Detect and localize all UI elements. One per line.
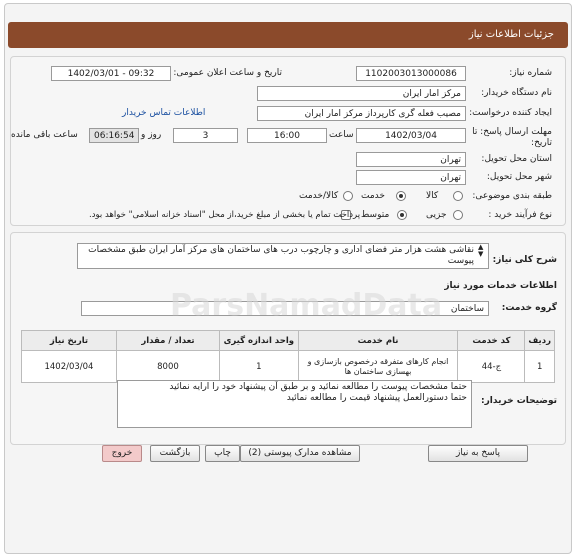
category-goods-label: کالا	[426, 191, 439, 201]
purchase-minor-radio[interactable]	[453, 210, 463, 220]
days-field: 3	[173, 128, 238, 143]
cell-quantity: 8000	[116, 351, 219, 383]
remaining-time-field: 06:16:54	[89, 128, 139, 143]
announce-label: تاریخ و ساعت اعلان عمومی:	[173, 68, 282, 78]
group-label: گروه خدمت:	[501, 303, 557, 313]
need-number-label: شماره نیاز:	[509, 68, 552, 78]
purchase-medium-label: متوسط	[361, 210, 390, 220]
respond-button[interactable]: پاسخ به نیاز	[428, 445, 528, 462]
category-goods-service-label: کالا/خدمت	[299, 191, 339, 201]
col-unit-header: واحد اندازه گیری	[219, 331, 298, 351]
cell-date: 1402/03/04	[22, 351, 117, 383]
summary-label: شرح کلی نیاز:	[492, 255, 557, 265]
cell-name: انجام کارهای متفرقه درخصوص بازسازی و بهسازی ساختمان ها	[298, 351, 458, 383]
needs-panel	[10, 232, 566, 445]
services-heading: اطلاعات خدمات مورد نیاز	[444, 281, 557, 291]
back-button[interactable]: بازگشت	[150, 445, 200, 462]
summary-text: نقاشی هشت هزار متر فضای اداری و چارچوب درب های ساختمان های مرکز آمار ایران طبق مشخصات پیوست	[88, 245, 474, 266]
remaining-label: ساعت باقی مانده	[11, 130, 78, 140]
cell-row: 1	[525, 351, 555, 383]
purchase-minor-label: جزیی	[426, 210, 447, 220]
creator-label: ایجاد کننده درخواست:	[469, 108, 552, 118]
deadline-time-label: ساعت	[329, 130, 354, 140]
col-name-header: نام خدمت	[298, 331, 458, 351]
summary-scroll-icon[interactable]: ▲ ▼	[478, 243, 484, 258]
deadline-label-line1: مهلت ارسال پاسخ: تا	[472, 127, 552, 137]
category-goods-service-radio[interactable]	[343, 191, 353, 201]
col-quantity-header: تعداد / مقدار	[116, 331, 219, 351]
buyer-note-line: حتما دستورالعمل پیشنهاد قیمت را مطالعه نمائید	[286, 393, 467, 403]
city-label: شهر محل تحویل:	[486, 172, 552, 182]
need-number-field: 1102003013000086	[356, 66, 466, 81]
details-panel	[10, 56, 566, 226]
creator-field: مصیب فعله گری کارپرداز مرکز امار ایران	[257, 106, 466, 121]
category-service-radio[interactable]	[396, 191, 406, 201]
category-goods-radio[interactable]	[453, 191, 463, 201]
deadline-label-line2: تاریخ:	[531, 138, 552, 148]
treasury-payment-note: پرداخت تمام یا بخشی از مبلغ خرید،از محل "اسناد خزانه اسلامی" خواهد بود.	[89, 210, 361, 220]
title-bar	[8, 22, 568, 48]
buyer-contact-link[interactable]: اطلاعات تماس خریدار	[122, 108, 206, 118]
days-label: روز و	[141, 130, 162, 140]
deadline-date-field: 1402/03/04	[356, 128, 466, 143]
services-table	[21, 330, 555, 383]
summary-field	[77, 243, 489, 269]
category-service-label: خدمت	[361, 191, 385, 201]
province-field: تهران	[356, 152, 466, 167]
city-field: تهران	[356, 170, 466, 185]
purchase-type-label: نوع فرآیند خرید :	[488, 210, 552, 220]
exit-button[interactable]: خروج	[102, 445, 142, 462]
deadline-time-field: 16:00	[247, 128, 327, 143]
buyer-note-line: حتما مشخصات پیوست را مطالعه نمائید و بر طبق آن پیشنهاد خود را ارایه نمائید	[169, 382, 467, 392]
purchase-medium-radio[interactable]	[397, 210, 407, 220]
col-code-header: کد خدمت	[458, 331, 525, 351]
cell-unit: 1	[219, 351, 298, 383]
buyer-notes-label: توضیحات خریدار:	[481, 396, 557, 406]
view-attachments-button[interactable]: مشاهده مدارک پیوستی (2)	[240, 445, 360, 462]
col-date-header: تاریخ نیاز	[22, 331, 117, 351]
print-button[interactable]: چاپ	[205, 445, 240, 462]
watermark-logo: ParsNamadData	[170, 288, 443, 323]
announce-field: 1402/03/01 - 09:32	[51, 66, 171, 81]
cell-code: ج-44	[458, 351, 525, 383]
buyer-notes-field	[117, 380, 472, 428]
group-field: ساختمان	[81, 301, 489, 316]
col-row-header: ردیف	[525, 331, 555, 351]
page-title: جزئیات اطلاعات نیاز	[468, 29, 554, 40]
buyer-org-field: مرکز امار ایران	[257, 86, 466, 101]
buyer-org-label: نام دستگاه خریدار:	[481, 88, 552, 98]
table-row	[22, 351, 555, 383]
category-label: طبقه بندی موضوعی:	[472, 191, 552, 201]
province-label: استان محل تحویل:	[481, 154, 552, 164]
